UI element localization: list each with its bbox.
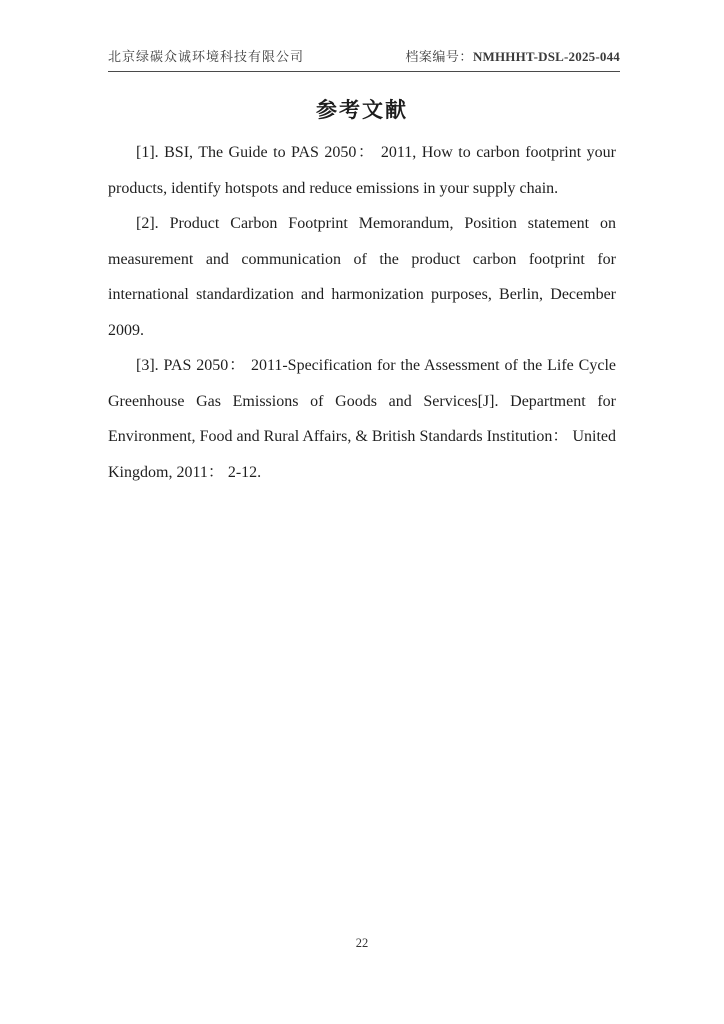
header-company-name: 北京绿碳众诚环境科技有限公司 [108, 49, 305, 64]
archive-number-value: NMHHHT-DSL-2025-044 [472, 49, 620, 64]
page-header [108, 46, 620, 72]
reference-item-2: [2]. Product Carbon Footprint Memorandum, Position statement on measurement and communication of the product carbon footprint for international standardization and harmonization purposes, Berlin, December 2009. [108, 215, 616, 339]
reference-item-1: [1]. BSI, The Guide to PAS 2050： 2011, How to carbon footprint your products, identify hotspots and reduce emissions in your supply chain. [108, 144, 616, 197]
header-archive-number [405, 46, 620, 65]
page-number: 22 [355, 936, 369, 950]
reference-item-3: [3]. PAS 2050： 2011-Specification for the Assessment of the Life Cycle Greenhouse Gas Emissions of Goods and Services[J]. Department for Environment, Food and Rural Affairs, & British Standards Institution： United Kingdom, 2011： 2-12. [108, 357, 616, 481]
references-list [108, 135, 616, 490]
archive-number-label: 档案编号： [405, 49, 473, 64]
section-title: 参考文献 [316, 98, 408, 122]
